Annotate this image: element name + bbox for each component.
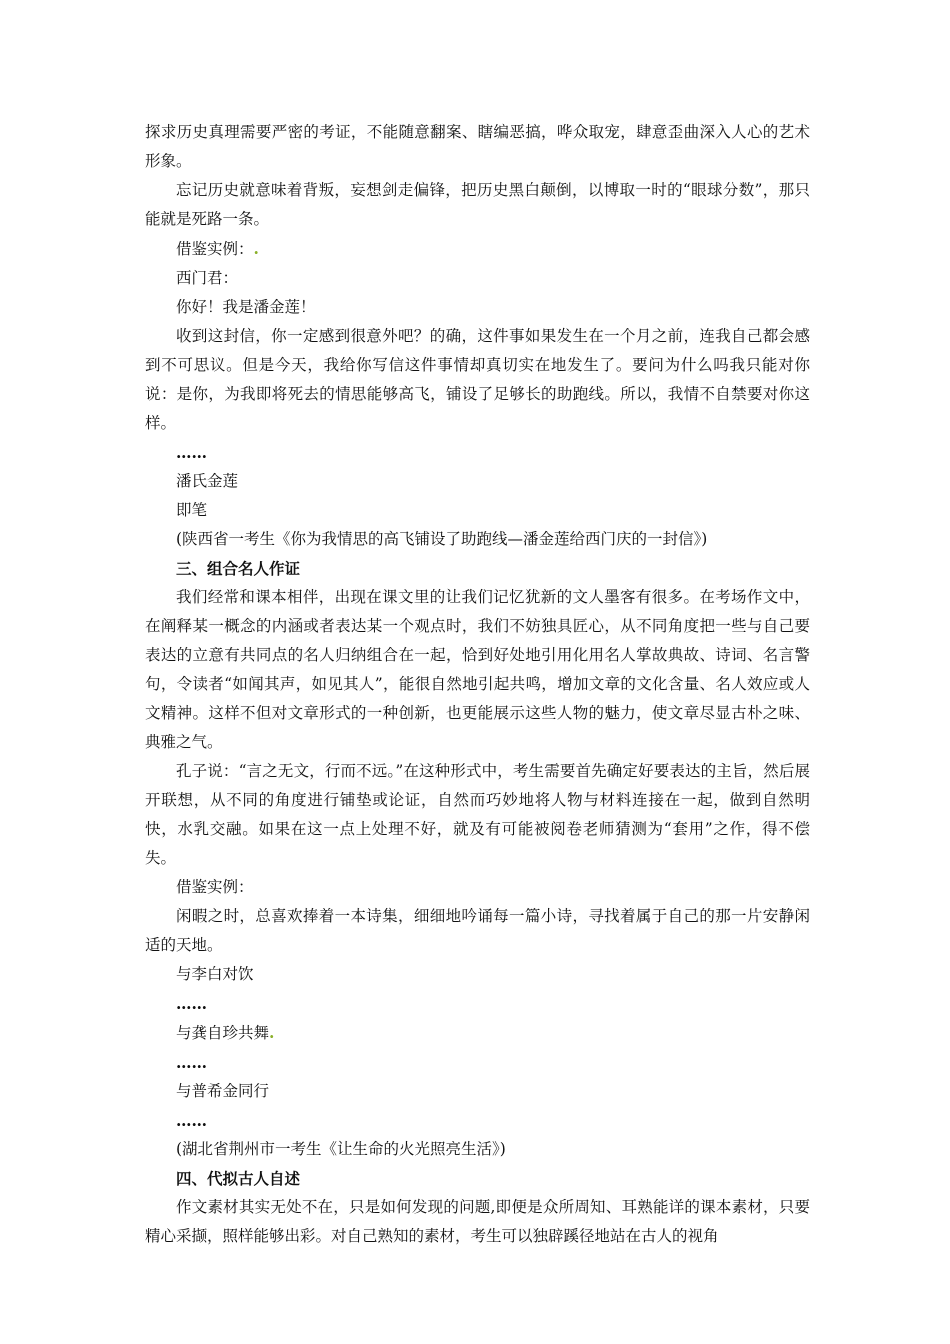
ellipsis: ……	[176, 1053, 207, 1072]
edit-mark: .	[253, 239, 259, 258]
ellipsis: ……	[176, 994, 207, 1013]
example-source-1: (陕西省一考生《你为我情思的高飞铺设了助跑线—潘金莲给西门庆的一封信》)	[176, 530, 708, 548]
edit-mark: .	[269, 1023, 275, 1042]
section-heading-4: 四、代拟古人自述	[176, 1169, 301, 1188]
example-label-1	[145, 234, 810, 264]
example-label-text: 借鉴实例：	[176, 240, 254, 258]
letter-hello: 你好！我是潘金莲！	[176, 298, 316, 316]
ellipsis: ……	[176, 443, 207, 462]
poem-line-text: 与龚自珍共舞	[176, 1024, 270, 1042]
example-label-2: 借鉴实例：	[176, 878, 254, 896]
example-source-2: (湖北省荆州市一考生《让生命的火光照亮生活》)	[176, 1140, 506, 1158]
ellipsis: ……	[176, 1111, 207, 1130]
paragraph-materials: 作文素材其实无处不在，只是如何发现的问题,即便是众所周知、耳熟能详的课本素材，只要精心采撷，照样能够出彩。对自己熟知的素材，考生可以独辟蹊径地站在古人的视角	[145, 1198, 810, 1245]
letter-body: 收到这封信，你一定感到很意外吧？的确，这件事如果发生在一个月之前，连我自己都会感到不可思议。但是今天，我给你写信这件事情却真切实在地发生了。要问为什么吗我只能对你说：是你，为我即将死去的情思能够高飞，铺设了足够长的助跑线。所以，我情不自禁要对你这样。	[145, 327, 810, 432]
letter-signature: 潘氏金莲	[176, 472, 239, 490]
poem-line-gong-zizhen	[145, 1018, 810, 1048]
letter-greeting: 西门君：	[176, 269, 239, 287]
paragraph-history-truth: 探求历史真理需要严密的考证，不能随意翻案、瞎编恶搞，哗众取宠，肆意歪曲深入人心的艺术形象。	[145, 123, 810, 170]
paragraph-forget-history: 忘记历史就意味着背叛，妄想剑走偏锋，把历史黑白颠倒，以博取一时的“眼球分数”，那只能就是死路一条。	[145, 181, 810, 228]
section-heading-3: 三、组合名人作证	[176, 559, 301, 578]
poem-line-pushkin: 与普希金同行	[176, 1082, 270, 1100]
example-body-2: 闲暇之时，总喜欢捧着一本诗集，细细地吟诵每一篇小诗，寻找着属于自己的那一片安静闲适的天地。	[145, 907, 810, 954]
document-page	[145, 118, 810, 1251]
poem-line-li-bai: 与李白对饮	[176, 965, 254, 983]
letter-sign-off: 即笔	[176, 501, 208, 519]
paragraph-confucius: 孔子说：“言之无文，行而不远。”在这种形式中，考生需要首先确定好要表达的主旨，然后展开联想，从不同的角度进行铺垫或论证，自然而巧妙地将人物与材料连接在一起，做到自然明快，水乳交融。如果在这一点上处理不好，就及有可能被阅卷老师猜测为“套用”之作，得不偿失。	[145, 762, 810, 867]
paragraph-famous-people: 我们经常和课本相伴，出现在课文里的让我们记忆犹新的文人墨客有很多。在考场作文中，在阐释某一概念的内涵或者表达某一个观点时，我们不妨独具匠心，从不同角度把一些与自己要表达的立意有共同点的名人归纳组合在一起，恰到好处地引用化用名人掌故典故、诗词、名言警句，令读者“如闻其声，如见其人”，能很自然地引起共鸣，增加文章的文化含量、名人效应或人文精神。这样不但对文章形式的一种创新，也更能展示这些人物的魅力，使文章尽显古朴之味、典雅之气。	[145, 588, 810, 751]
